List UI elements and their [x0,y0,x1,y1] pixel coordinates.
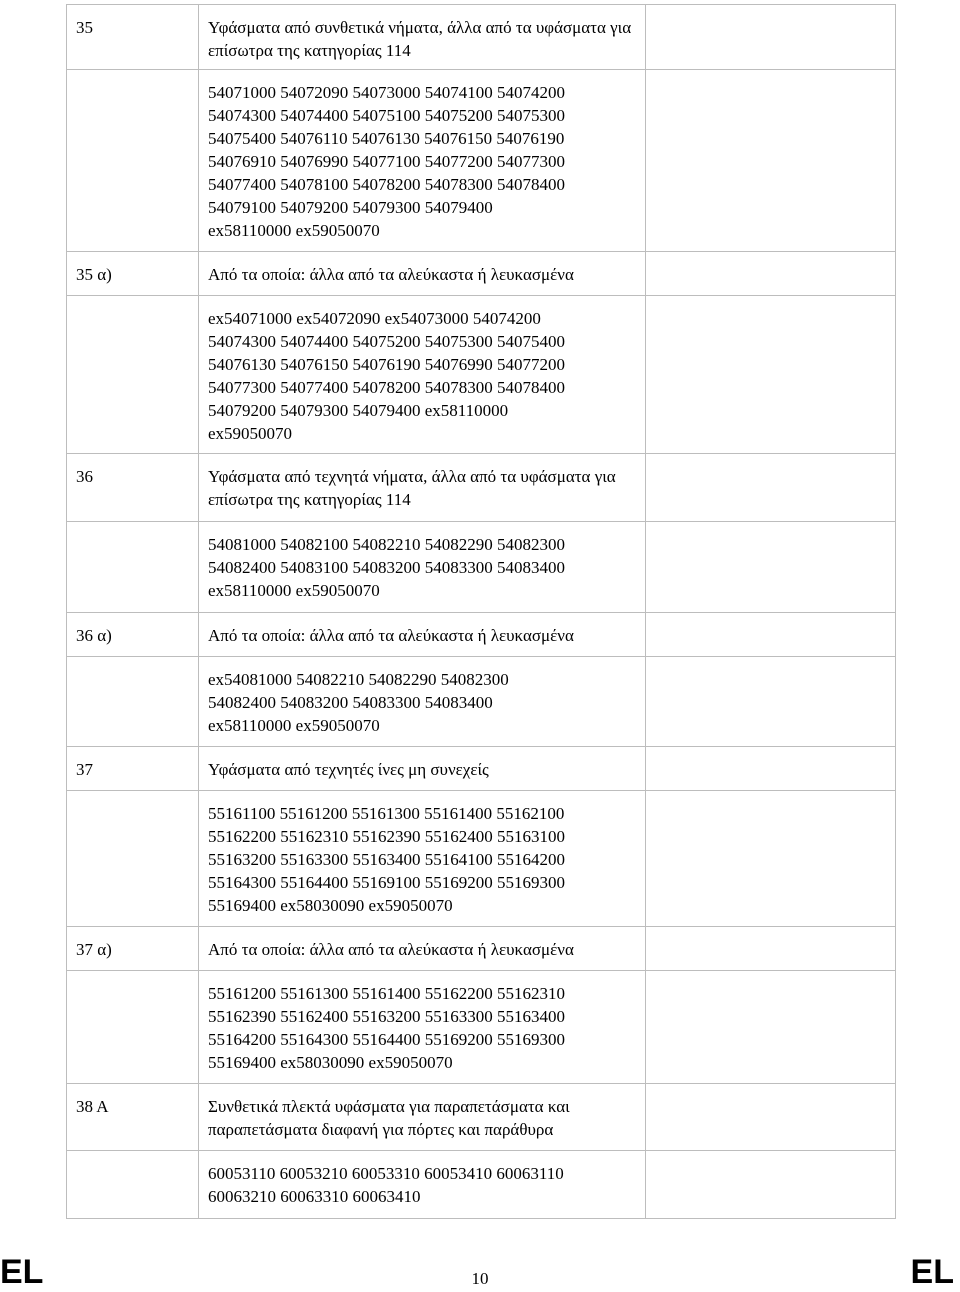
empty-cell [646,927,896,971]
empty-cell [646,522,896,613]
category-cell [67,747,199,791]
description-cell [199,252,646,296]
category-description: Υφάσματα από τεχνητά νήματα, άλλα από τα υφάσματα για επίσωτρα της κατηγορίας 114 [208,467,616,509]
description-cell [199,1084,646,1151]
empty-cell [646,70,896,252]
cn-codes: ex54071000 ex54072090 ex54073000 54074200 54074300 54074400 54075200 54075300 54075400 54076130 54076150 54076190 54076990 54077200 54077300 54077400 54078200 54078300 54078400 54079200 54079300 54079400 ex58110000 ex59050070 [208,309,565,443]
table-row-codes [67,522,896,613]
empty-cell [646,252,896,296]
category-cell [67,5,199,70]
category-description: Υφάσματα από συνθετικά νήματα, άλλα από τα υφάσματα για επίσωτρα της κατηγορίας 114 [208,18,632,60]
cn-codes: 60053110 60053210 60053310 60053410 60063110 60063210 60063310 60063410 [208,1164,564,1206]
category-cell [67,613,199,657]
page-number: 10 [471,1269,489,1288]
codes-cell [199,70,646,252]
category-description: Από τα οποία: άλλα από τα αλεύκαστα ή λευκασμένα [208,626,574,645]
category-description: Από τα οποία: άλλα από τα αλεύκαστα ή λευκασμένα [208,265,574,284]
description-cell [199,927,646,971]
cn-codes: 54071000 54072090 54073000 54074100 54074200 54074300 54074400 54075100 54075200 54075300 54075400 54076110 54076130 54076150 54076190 54076910 54076990 54077100 54077200 54077300 54077400 54078100 54078200 54078300 54078400 54079100 54079200 54079300 54079400 ex58110000 ex59050070 [208,83,565,240]
empty-cell [67,657,199,747]
table-row-desc [67,5,896,70]
footer-language-left: EL [0,1253,44,1291]
cn-codes: ex54081000 54082210 54082290 54082300 54082400 54083200 54083300 54083400 ex58110000 ex59050070 [208,670,509,735]
description-cell [199,5,646,70]
empty-cell [646,747,896,791]
codes-cell [199,657,646,747]
table-row-desc [67,927,896,971]
table-row-codes [67,70,896,252]
category-cell [67,454,199,522]
category-number: 35 [76,18,93,37]
table-row-desc [67,613,896,657]
cn-codes: 55161100 55161200 55161300 55161400 55162100 55162200 55162310 55162390 55162400 55163100 55163200 55163300 55163400 55164100 55164200 55164300 55164400 55169100 55169200 55169300 55169400 ex58030090 ex59050070 [208,804,565,915]
category-cell [67,252,199,296]
category-cell [67,1084,199,1151]
table-row-codes [67,296,896,454]
empty-cell [67,1151,199,1219]
category-description: Συνθετικά πλεκτά υφάσματα για παραπετάσματα και παραπετάσματα διαφανή για πόρτες και παράθυρα [208,1097,570,1139]
codes-cell [199,522,646,613]
codes-cell [199,971,646,1084]
empty-cell [67,296,199,454]
category-number: 35 α) [76,265,112,284]
codes-cell [199,1151,646,1219]
cn-codes: 55161200 55161300 55161400 55162200 55162310 55162390 55162400 55163200 55163300 55163400 55164200 55164300 55164400 55169200 55169300 55169400 ex58030090 ex59050070 [208,984,565,1072]
table-row-desc [67,252,896,296]
category-description: Υφάσματα από τεχνητές ίνες μη συνεχείς [208,760,489,779]
footer-language-right: EL [910,1253,954,1291]
table-row-codes [67,657,896,747]
empty-cell [67,522,199,613]
empty-cell [67,70,199,252]
table-row-desc [67,1084,896,1151]
empty-cell [646,454,896,522]
empty-cell [646,5,896,70]
codes-cell [199,296,646,454]
empty-cell [646,971,896,1084]
category-number: 37 [76,760,93,779]
empty-cell [646,613,896,657]
category-description: Από τα οποία: άλλα από τα αλεύκαστα ή λευκασμένα [208,940,574,959]
cn-codes: 54081000 54082100 54082210 54082290 54082300 54082400 54083100 54083200 54083300 54083400 ex58110000 ex59050070 [208,535,565,600]
category-number: 36 α) [76,626,112,645]
empty-cell [646,657,896,747]
table-row-codes [67,791,896,927]
codes-cell [199,791,646,927]
table-row-desc [67,747,896,791]
empty-cell [67,971,199,1084]
empty-cell [646,296,896,454]
table-row-codes [67,1151,896,1219]
description-cell [199,747,646,791]
empty-cell [646,1151,896,1219]
category-number: 37 α) [76,940,112,959]
classification-table [66,4,896,1219]
description-cell [199,454,646,522]
table-row-desc [67,454,896,522]
empty-cell [67,791,199,927]
description-cell [199,613,646,657]
table-row-codes [67,971,896,1084]
category-number: 38 A [76,1097,109,1116]
category-number: 36 [76,467,93,486]
empty-cell [646,1084,896,1151]
category-cell [67,927,199,971]
empty-cell [646,791,896,927]
